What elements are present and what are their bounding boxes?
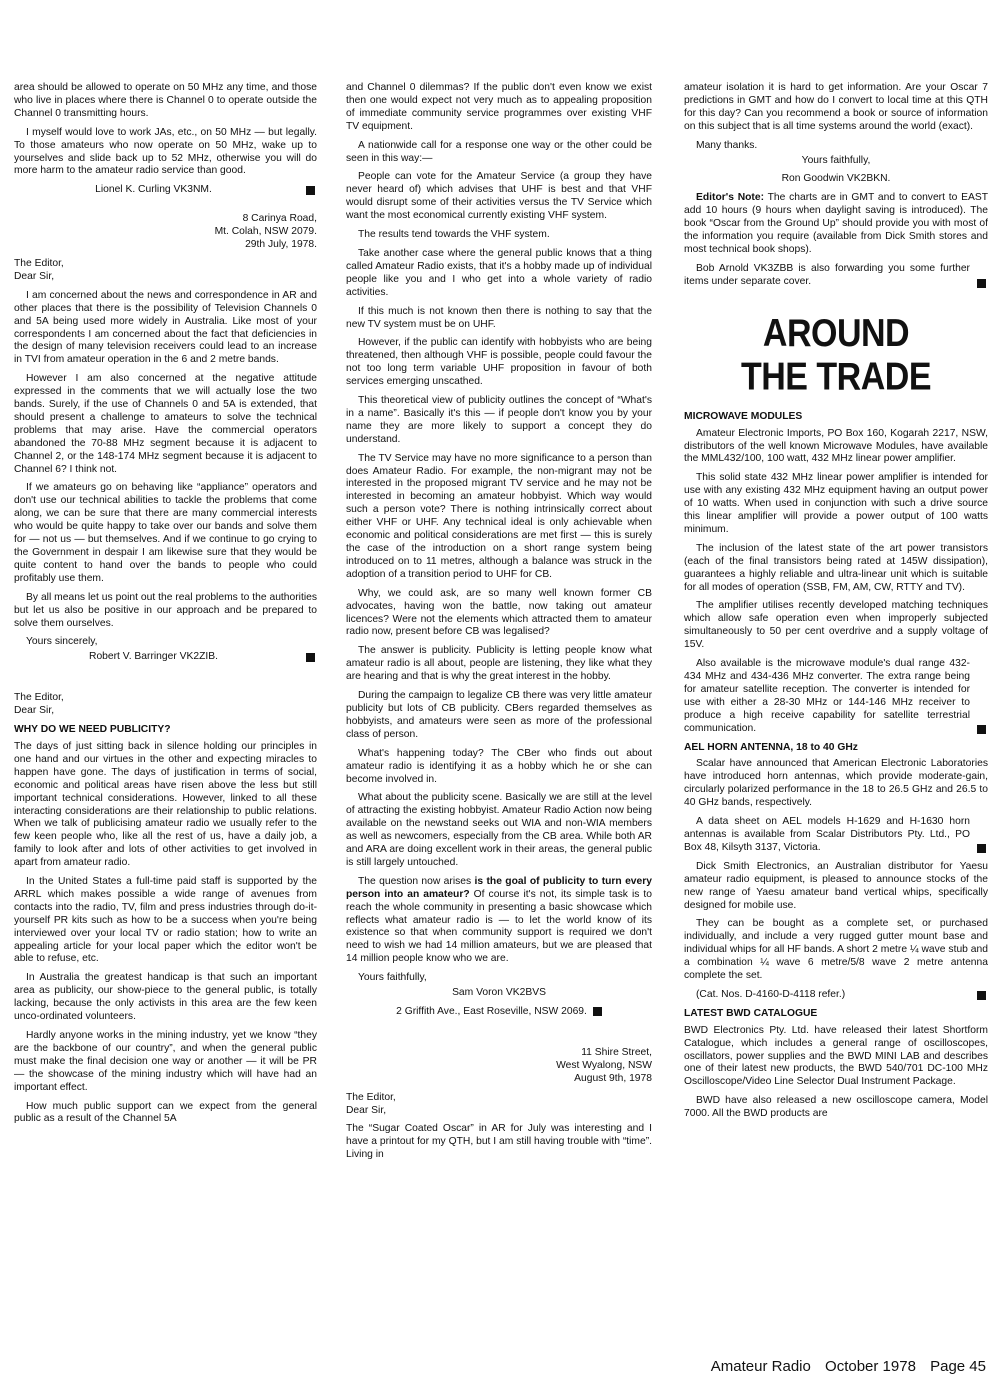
paragraph: (Cat. Nos. D-4160-D-4118 refer.) <box>696 988 846 1000</box>
paragraph: The answer is publicity. Publicity is letting people know what amateur radio is all about, people are listening, they like what they are hearing and that is why the great interest in the hobby. <box>346 645 652 683</box>
signature: Lionel K. Curling VK3NM. <box>95 184 212 196</box>
column-3 <box>684 82 988 1127</box>
paragraph-with-mark <box>684 989 988 1002</box>
paragraph: Why, we could ask, are so many well known former CB advocates, having won the battle, now taking out amateur licences? Were not the elements which attracted them to amateur radio now, present before CB was legalised? <box>346 587 652 638</box>
column-1 <box>14 82 317 1132</box>
section-heading: WHY DO WE NEED PUBLICITY? <box>14 724 171 736</box>
paragraph: People can vote for the Amateur Service (a group they have never heard of) which advises that UHF is best and that VHF would disrupt some of their activities versus the TV Service which want the most economical currently existing VHF system. <box>346 171 652 222</box>
signature: Robert V. Barringer VK2ZIB. <box>89 651 218 663</box>
date-line: 29th July, 1978. <box>245 239 317 251</box>
editor-note-label: Editor's Note: <box>696 192 765 204</box>
paragraph: area should be allowed to operate on 50 MHz any time, and those who live in places where there is Channel 0 to operate outside the Channel 0 transmitting hours. <box>14 82 317 119</box>
section-heading: MICROWAVE MODULES <box>684 410 803 422</box>
paragraph: This theoretical view of publicity outlines the concept of “What's in a name”. Basically it's this — if people don't know you by your name they are more likely to support a concept they do understand. <box>346 395 652 445</box>
paragraph-with-mark <box>684 263 988 289</box>
signature-row <box>14 184 317 197</box>
column-2 <box>346 82 652 1168</box>
end-mark-icon <box>977 844 986 853</box>
salutation-line: The Editor, <box>14 692 64 704</box>
closing: Yours sincerely, <box>26 636 98 648</box>
end-mark-icon <box>977 279 986 288</box>
paragraph: However I am also concerned at the negative attitude expressed in the comments that we will actually lose the two bands. Surely, if the use of Channels 0 and 5A is extended, that should present a challenge to amateurs to solve the technical problems that may arise. Have the commercial operators abandoned the 70-88 MHz segment because it is adjacent to Channel 2, or the 148-174 MHz segment because it is adjacent to Channel 6? I think not. <box>14 373 317 475</box>
paragraph-with-mark <box>684 816 988 855</box>
end-mark-icon <box>977 991 986 1000</box>
salutation-line: The Editor, <box>346 1091 396 1103</box>
paragraph-with-mark <box>684 658 988 735</box>
date-line: August 9th, 1978 <box>574 1072 652 1084</box>
paragraph: During the campaign to legalize CB there was very little amateur publicity but lots of CB publicity. CBers regarded themselves as hobbyists, and amateurs were seen as more of the professional class of person. <box>346 690 652 740</box>
paragraph: The results tend towards the VHF system. <box>358 229 550 241</box>
paragraph <box>346 876 652 966</box>
paragraph: The “Sugar Coated Oscar” in AR for July was interesting and I have a printout for my QTH, but I am still having trouble with “time”. Living in <box>346 1123 652 1161</box>
paragraph: The inclusion of the latest state of the art power transistors (each of the final transistors being rated at 145W dissipation), guarantees a highly reliable and ultra-linear unit which is suitable for all modes of operation (SSB, FM, AM, CW, RTTY and TV). <box>684 542 988 593</box>
page-footer <box>701 1358 986 1375</box>
signature: Sam Voron VK2BVS <box>452 987 546 999</box>
paragraph: The days of just sitting back in silence holding our principles in one hand and our virtues in the other and expecting miracles to happen have gone. The days of justification in terms of social, economic and political areas have risen above the less but still important technical considerations. However, linked to all these interacting considerations are their relationship to public relations. When we talk of publicising amateur radio we usually refer to the few keen people who, like all the rest of us, have a daily job, a family to look after and lots of other activities to get involved in apart from amateur radio. <box>14 740 317 869</box>
address-line: West Wyalong, NSW <box>556 1059 652 1071</box>
signature-row <box>14 651 317 664</box>
page-number: Page 45 <box>930 1358 986 1375</box>
magazine-title: Amateur Radio <box>710 1358 811 1375</box>
address-block <box>14 213 317 252</box>
end-mark-icon <box>306 653 315 662</box>
paragraph: Dick Smith Electronics, an Australian distributor for Yaesu amateur radio equipment, is pleased to announce stocks of the new range of Yaesu amateur band vertical whips, specifically designed for mobile use. <box>684 860 988 911</box>
paragraph: BWD have also released a new oscilloscope camera, Model 7000. All the BWD products are <box>684 1095 988 1120</box>
paragraph: This solid state 432 MHz linear power amplifier is intended for use with any existing 432 MHz equipment having an output power of 10 watts. When used in conjunction with such a drive source this linear amplifier will provide a power output of 100 watts minimum. <box>684 472 988 535</box>
paragraph: Amateur Electronic Imports, PO Box 160, Kogarah 2217, NSW, distributors of the well known Microwave Modules, have available the MML432/100, 100 watt, 432 MHz linear power amplifier. <box>684 427 988 465</box>
paragraph: If this much is not known then there is nothing to say that the new TV system must be on UHF. <box>346 305 652 330</box>
section-heading: AEL HORN ANTENNA, 18 to 40 GHz <box>684 741 858 753</box>
text-run: The question now arises <box>358 875 475 887</box>
banner-line: THE TRADE <box>740 354 932 399</box>
closing: Yours faithfully, <box>358 972 427 984</box>
address-block <box>346 1047 652 1086</box>
editor-note <box>684 192 988 257</box>
paragraph: Also available is the microwave module's dual range 432-434 MHz and 434-436 MHz converter. The extra range being for amateur satellite reception. The converter is intended for use with either a 28-30 MHz or 144-146 MHz receiver to produce a high receive capability for satellite terrestrial communication. <box>684 658 970 734</box>
paragraph: I myself would love to work JAs, etc., on 50 MHz — but legally. To those amateurs who now operate on 50 MHz, wake up to yourselves and slide back up to 52 MHz, otherwise you will do more harm to the amateur radio service than good. <box>14 126 317 177</box>
section-banner <box>684 311 988 398</box>
banner-line: AROUND <box>762 310 910 355</box>
issue-date: October 1978 <box>825 1358 916 1375</box>
paragraph: The amplifier utilises recently developed matching techniques which allow safe operation even when improperly subjected simultaneously to 50 per cent overdrive and a supply voltage of 15V. <box>684 600 988 651</box>
address-line: Mt. Colah, NSW 2079. <box>214 226 317 238</box>
signature-address <box>346 1006 652 1019</box>
paragraph: In Australia the greatest handicap is that such an important area as publicity, our show-piece to the general public, is totally lacking, because the only activists in this area are the few keen unco-ordinated volunteers. <box>14 972 317 1023</box>
paragraph: Hardly anyone works in the mining industry, yet we know “they are the backbone of our country”, and when the general public must make the final decision one way or another — it will be PR — the showcase of the mining industry which will have had an important effect. <box>14 1030 317 1093</box>
paragraph: I am concerned about the news and correspondence in AR and other places that there is the possibility of Television Channels 0 and 5A being used more widely in Australia. Like most of your correspondents I am concerned about the fact that deficiencies in the design of many television receivers could lead to an increase in TVI from amateur operation in the 6 and 2 metre bands. <box>14 289 317 366</box>
salutation-line: Dear Sir, <box>14 705 55 717</box>
salutation <box>14 258 317 284</box>
section-heading: LATEST BWD CATALOGUE <box>684 1007 818 1019</box>
paragraph: Scalar have announced that American Electronic Laboratories have introduced horn antennas, which provide moderate-gain, circularly polarized performance in the 18 to 26.5 GHz and 26.5 to 40 GHz bands, respectively. <box>684 758 988 809</box>
paragraph: and Channel 0 dilemmas? If the public don't even know we exist then one would expect not very much as to appealing proposition of immediate community service programmes over existing VHF TV equipment. <box>346 82 652 132</box>
salutation-line: The Editor, <box>14 257 64 269</box>
emphasis: is the goal of publicity to turn every person into an amateur? <box>346 875 652 900</box>
paragraph: A data sheet on AEL models H-1629 and H-1630 horn antennas is available from Scalar Distributors Pty. Ltd., PO Box 48, Kilsyth 3137, Victoria. <box>684 816 970 853</box>
paragraph: If we amateurs go on behaving like “appliance” operators and don't use our technical abilities to tackle the problems that come along, we can be sure that there are many commercial interests who would be quite happy to take over our bands and solve them for — not us — but themselves. And if we continue to go crying to the Government in despair I am likewise sure that they would be quite content to hand over the bands to people who could profitably use them. <box>14 482 317 584</box>
end-mark-icon <box>977 725 986 734</box>
paragraph: The TV Service may have no more significance to a person than does Amateur Radio. For example, the non-migrant may not be interested in the proposed migrant TV service and he may not be interested in becoming an amateur hobbyist. Which way would such a person vote? There is nothing intrinsically correct about either VHF or UHF. Any technical ideal is only achievable when economic and political considerations are met first — this is surely the case of the introduction on a short range system being introduced on to 11 metres, although a balance was struck in the adoption of a transition period to UHF for CB. <box>346 452 652 580</box>
paragraph: By all means let us point out the real problems to the authorities but let us also be positive in our approach and be prepared to solve them ourselves. <box>14 591 317 629</box>
paragraph: However, if the public can identify with hobbyists who are being threatened, then although VHF is possible, people could favour the not too long term variable UHF proposition in favour of both services emerging unscathed. <box>346 337 652 388</box>
closing: Yours faithfully, <box>801 154 871 166</box>
salutation <box>346 1092 652 1118</box>
paragraph: BWD Electronics Pty. Ltd. have released their latest Shortform Catalogue, which includes a general range of oscilloscopes, oscillators, power supplies and the BWD MINI LAB and describes one of their latest new products, the BWD 540/701 DC-100 MHz Oscilloscope/Video Line Selector Dual Instrument Package. <box>684 1024 988 1088</box>
paragraph: What about the publicity scene. Basically we are still at the level of attracting the existing hobbyist. Amateur Radio Action now being available on the newstand seeks out WIA and non-WIA members as well as newcomers, especially from the CB area. While both AR and ARA are doing excellent work in their areas, the general public is still largely untouched. <box>346 792 652 868</box>
paragraph: A nationwide call for a response one way or the other could be seen in this way:— <box>346 139 652 164</box>
salutation <box>14 692 317 718</box>
address-line: 8 Carinya Road, <box>242 213 317 225</box>
paragraph: In the United States a full-time paid staff is supported by the ARRL which makes possible a wide range of avenues from contacts into the radio, TV, film and press industries through do-it-yourself PR kits such as how to be a success when you're being interviewed over your local TV or radio station; how to write an appealing article for your local paper which the editor won't be able to refuse, etc. <box>14 876 317 965</box>
signature: Ron Goodwin VK2BKN. <box>781 173 891 185</box>
paragraph: Bob Arnold VK3ZBB is also forwarding you some further items under separate cover. <box>684 262 970 287</box>
paragraph: Take another case where the general public knows that a thing called Amateur Radio exists, that it's a hobby made up of individual people like you and I who get into a whole variety of radio activities. <box>346 247 652 298</box>
salutation-line: Dear Sir, <box>346 1104 387 1116</box>
end-mark-icon <box>306 186 315 195</box>
paragraph: amateur isolation it is hard to get information. Are your Oscar 7 predictions in GMT and how do I convert to local time at this QTH for this day? Can you recommend a book or source of information on this subject that is all time systems around the world (exact). <box>684 82 988 132</box>
editor-note-text: The charts are in GMT and to convert to EAST add 10 hours (9 hours when daylight saving is introduced). The book “Oscar from the Ground Up” should provide you with most of the information you require (available from Dick Smith stores and most technical book shops). <box>684 192 988 255</box>
paragraph: They can be bought as a complete set, or purchased individually, and include a very rugged gutter mount base and individual whips for all HF bands. A short 2 metre ¼ wave stub and a combination ¼ wave 6 metre/5/8 wave 2 metre antenna complete the set. <box>684 918 988 982</box>
paragraph: How much public support can we expect from the general public as a result of the Channel 5A <box>14 1100 317 1125</box>
end-mark-icon <box>593 1007 602 1016</box>
salutation-line: Dear Sir, <box>14 270 55 282</box>
address-line: 11 Shire Street, <box>581 1046 652 1058</box>
text-run: Of course it's not, its simple task is to reach the whole community in presenting a basic showcase which reflects what amateur radio is — to let the world know of its existence so that when community support is required we don't need to wish we had 14 million amateurs, but we are pleased that 14 million people know who we are. <box>346 888 653 965</box>
signature-address-text: 2 Griffith Ave., East Roseville, NSW 2069. <box>396 1006 587 1017</box>
paragraph: What's happening today? The CBer who finds out about amateur radio is identifying it as a hobby which he or she can become involved in. <box>346 747 652 785</box>
thanks-line: Many thanks. <box>696 139 758 151</box>
